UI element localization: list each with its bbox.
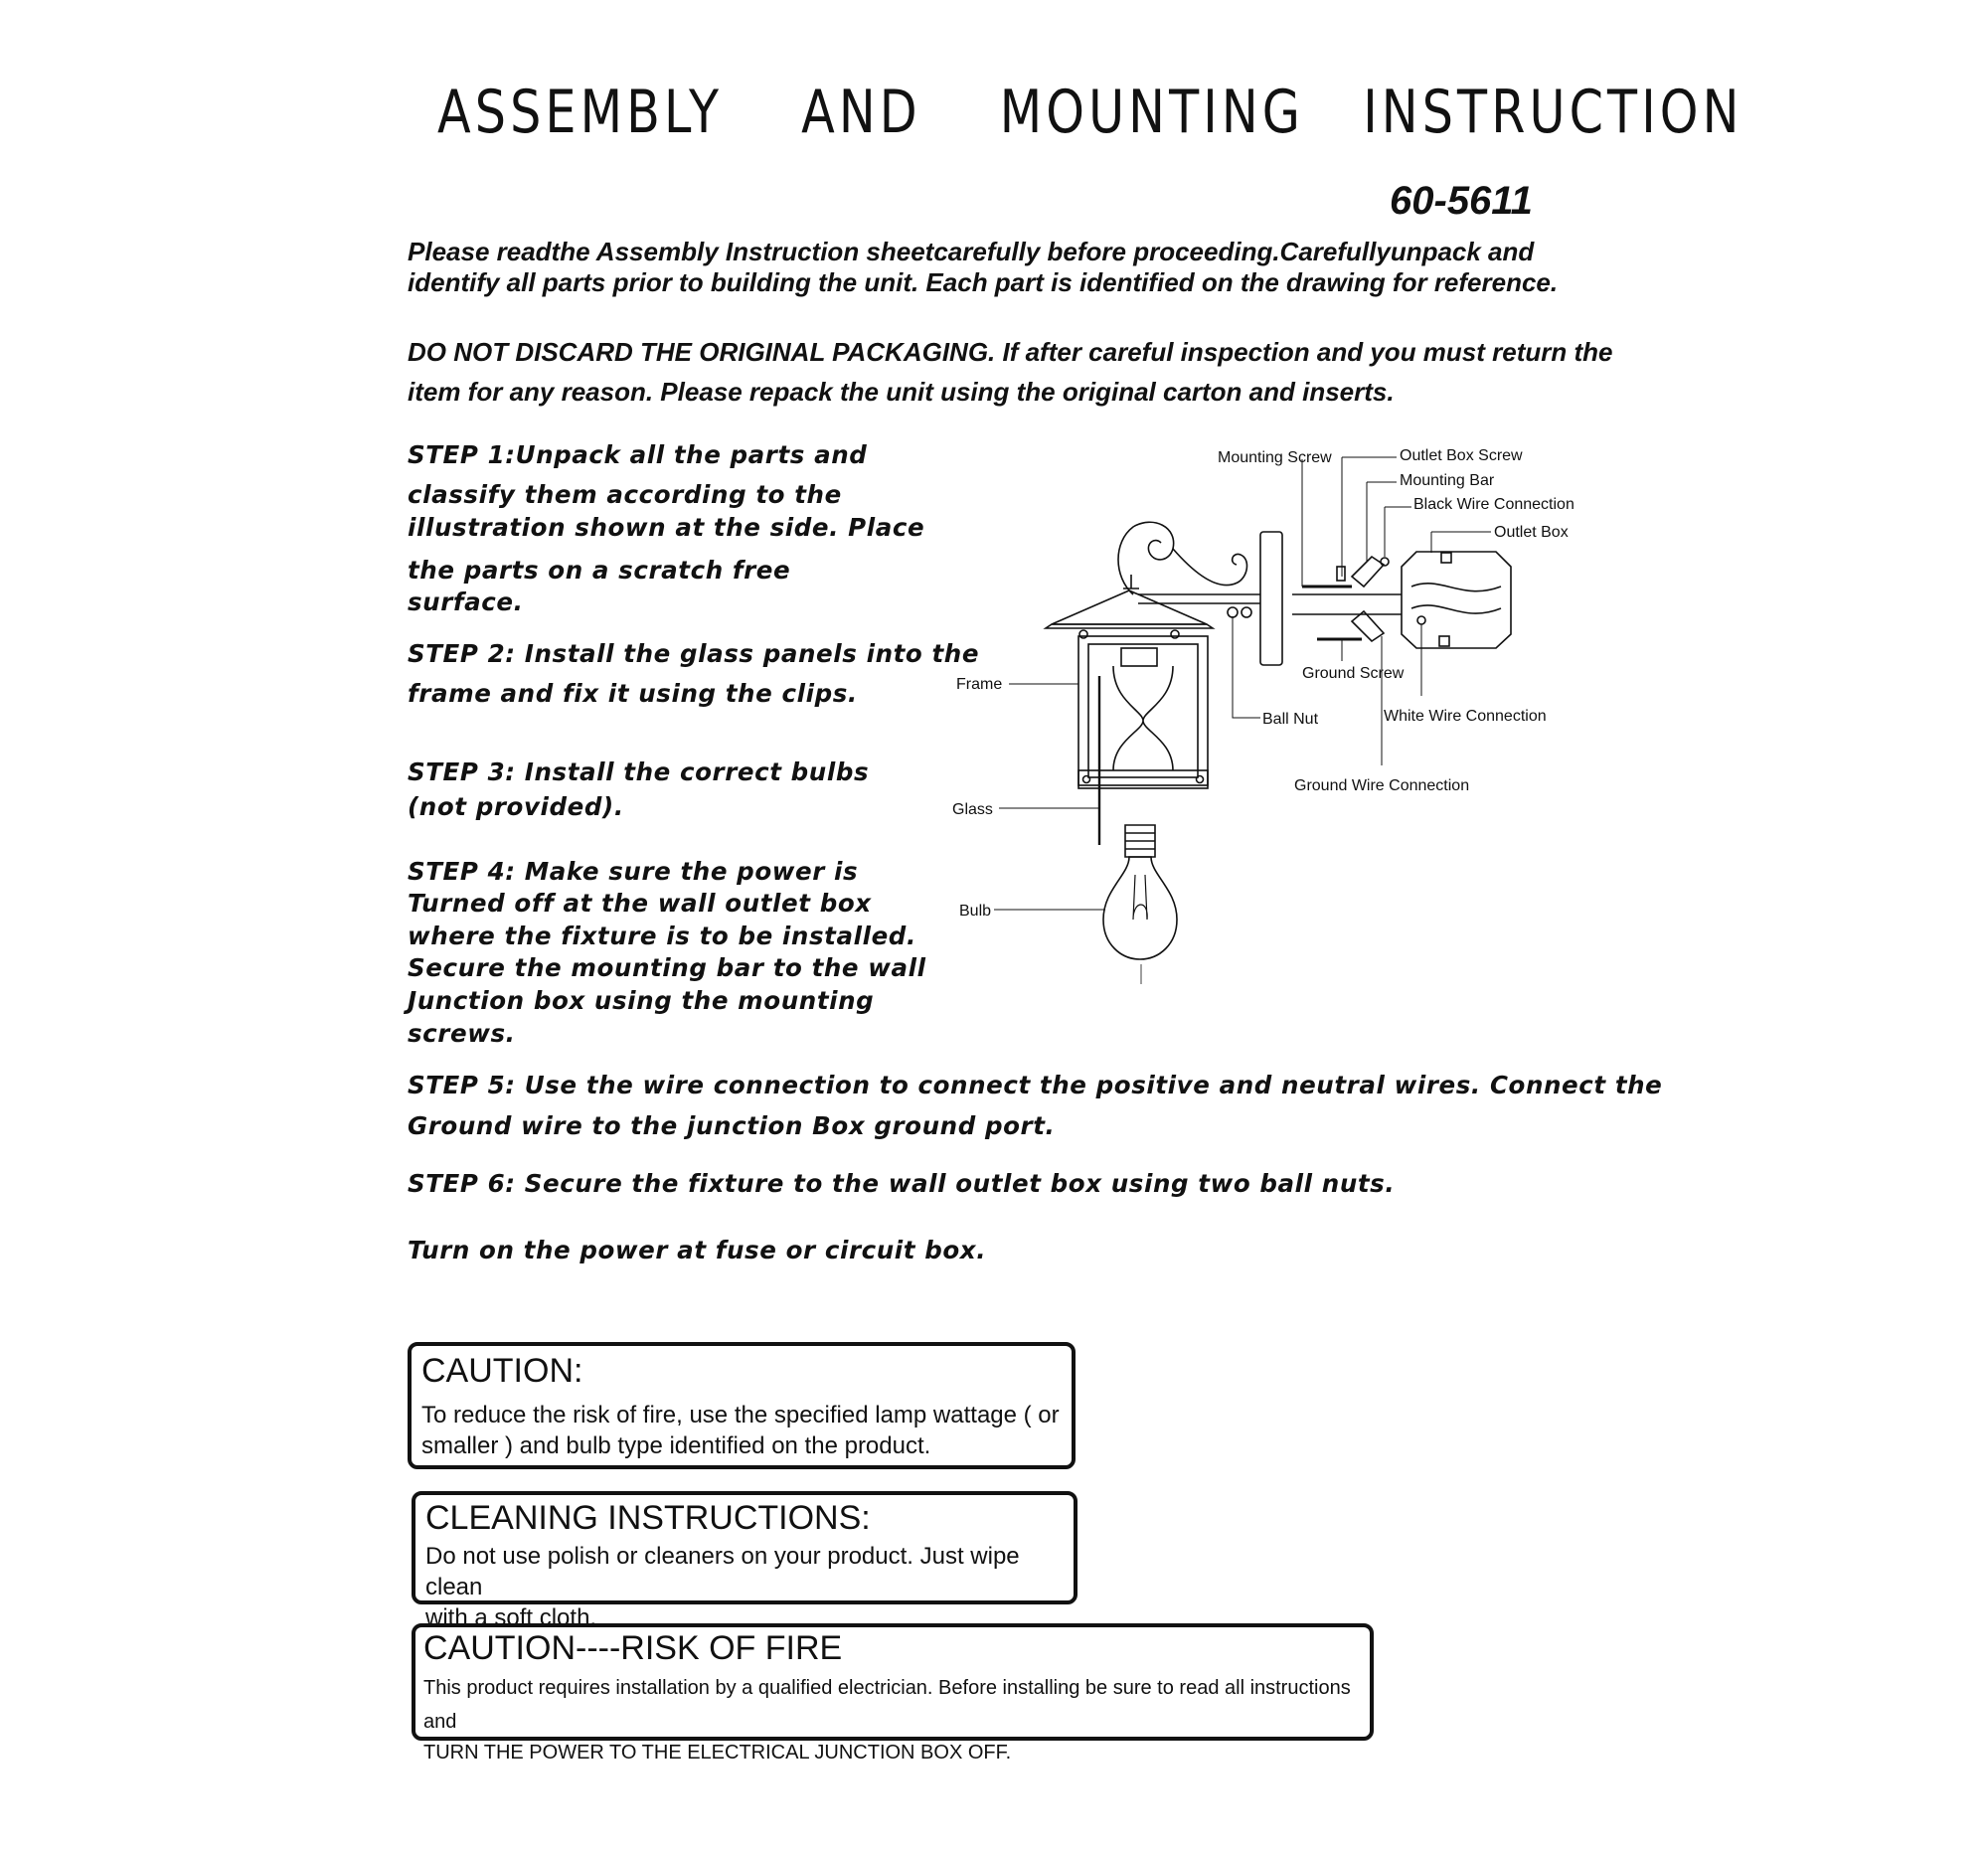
lantern-frame xyxy=(1078,636,1208,785)
step-3-line-1: STEP 3: Install the correct bulbs xyxy=(408,757,870,786)
step-1-line-4: the parts on a scratch free xyxy=(408,556,791,585)
step-4-line-3: where the fixture is to be installed. xyxy=(408,922,916,950)
step-5-line-1: STEP 5: Use the wire connection to connect the positive and neutral wires. Connect the xyxy=(408,1071,1663,1099)
fire-caution-heading: CAUTION----RISK OF FIRE xyxy=(423,1629,843,1667)
step-4-line-1: STEP 4: Make sure the power is xyxy=(408,857,859,886)
scroll-right xyxy=(1173,549,1246,586)
hourglass-frame xyxy=(1113,666,1173,770)
outlet-box-wires xyxy=(1411,584,1501,613)
step-2-line-1: STEP 2: Install the glass panels into the xyxy=(408,639,980,668)
label-white-wire: White Wire Connection xyxy=(1384,708,1547,725)
bulb-filament xyxy=(1133,875,1147,920)
label-black-wire: Black Wire Connection xyxy=(1413,496,1574,513)
packaging-line-1: DO NOT DISCARD THE ORIGINAL PACKAGING. If after careful inspection and you must return the xyxy=(408,337,1613,367)
mounting-bar-top xyxy=(1352,557,1384,587)
label-bulb: Bulb xyxy=(959,903,992,920)
fire-caution-line-1: This product requires installation by a qualified electrician. Before installing be sure to read all instructions and xyxy=(423,1677,1351,1733)
step-1-line-2: classify them according to the xyxy=(408,480,842,509)
caution-heading: CAUTION: xyxy=(421,1352,583,1390)
label-ground-screw: Ground Screw xyxy=(1302,665,1405,682)
screw-head xyxy=(1337,567,1345,581)
fire-caution-line-2: TURN THE POWER TO THE ELECTRICAL JUNCTION BOX OFF. xyxy=(423,1742,1012,1764)
caution-line-2: smaller ) and bulb type identified on the product. xyxy=(421,1432,931,1459)
step-1-line-1: STEP 1:Unpack all the parts and xyxy=(408,440,868,469)
bulb-thread xyxy=(1125,833,1155,849)
roof xyxy=(1052,590,1207,624)
outlet-box xyxy=(1402,552,1511,648)
label-glass: Glass xyxy=(952,801,993,818)
leader-mounting-bar xyxy=(1367,482,1397,562)
label-mounting-screw: Mounting Screw xyxy=(1218,449,1332,466)
label-frame: Frame xyxy=(956,676,1003,693)
final-step-line: Turn on the power at fuse or circuit box. xyxy=(408,1236,987,1264)
page-title: ASSEMBLY AND MOUNTING INSTRUCTION xyxy=(437,78,1743,147)
mounting-bar-bottom xyxy=(1352,611,1384,641)
cleaning-line-1: Do not use polish or cleaners on your product. Just wipe clean xyxy=(425,1543,1020,1600)
ball-nut-1 xyxy=(1228,607,1238,617)
step-4-line-2: Turned off at the wall outlet box xyxy=(408,889,872,918)
lantern-inner xyxy=(1088,644,1198,777)
caution-line-1: To reduce the risk of fire, use the specified lamp wattage ( or xyxy=(421,1402,1060,1429)
step-4-line-4: Secure the mounting bar to the wall xyxy=(408,953,926,982)
step-1-line-5: surface. xyxy=(408,588,524,616)
label-ball-nut: Ball Nut xyxy=(1262,711,1319,728)
roof-edge xyxy=(1046,624,1213,628)
step-4-line-5: Junction box using the mounting xyxy=(408,986,875,1015)
step-4-line-6: screws. xyxy=(408,1019,516,1048)
wire-run xyxy=(1292,594,1402,614)
step-3-line-2: (not provided). xyxy=(408,792,624,821)
outlet-box-screw-bottom xyxy=(1439,636,1449,646)
outlet-box-screw-top xyxy=(1441,553,1451,563)
leader-black-wire xyxy=(1385,507,1411,557)
packaging-line-2: item for any reason. Please repack the unit using the original carton and inserts. xyxy=(408,377,1395,407)
socket-cup xyxy=(1121,648,1157,666)
white-wire-cap xyxy=(1417,616,1425,624)
step-6-line: STEP 6: Secure the fixture to the wall outlet box using two ball nuts. xyxy=(408,1169,1396,1198)
label-mounting-bar: Mounting Bar xyxy=(1400,472,1495,489)
step-5-line-2: Ground wire to the junction Box ground port. xyxy=(408,1111,1056,1140)
cleaning-line-2: with a soft cloth. xyxy=(425,1604,597,1631)
backplate xyxy=(1260,532,1282,665)
step-1-line-3: illustration shown at the side. Place xyxy=(408,513,925,542)
fixture-diagram xyxy=(944,437,1600,994)
cleaning-heading: CLEANING INSTRUCTIONS: xyxy=(425,1499,871,1537)
model-number: 60-5611 xyxy=(1390,179,1533,223)
bulb-glass xyxy=(1103,857,1177,959)
label-outlet-box-screw: Outlet Box Screw xyxy=(1400,447,1523,464)
label-ground-wire: Ground Wire Connection xyxy=(1294,777,1470,794)
intro-line-1: Please readthe Assembly Instruction sheetcarefully before proceeding.Carefullyunpack and xyxy=(408,237,1535,266)
ball-nut-2 xyxy=(1242,607,1251,617)
cleaning-box xyxy=(412,1491,1077,1631)
step-2-line-2: frame and fix it using the clips. xyxy=(408,679,858,708)
base-rivet-right xyxy=(1197,776,1204,783)
scroll-left xyxy=(1118,522,1174,594)
caution-box xyxy=(408,1342,1076,1469)
intro-line-2: identify all parts prior to building the unit. Each part is identified on the drawing for reference. xyxy=(408,267,1559,297)
leader-outlet-box xyxy=(1431,532,1491,553)
base-rivet-left xyxy=(1083,776,1090,783)
label-outlet-box: Outlet Box xyxy=(1494,524,1569,541)
leader-ball-nut xyxy=(1233,616,1260,718)
fire-caution-box xyxy=(412,1623,1374,1764)
